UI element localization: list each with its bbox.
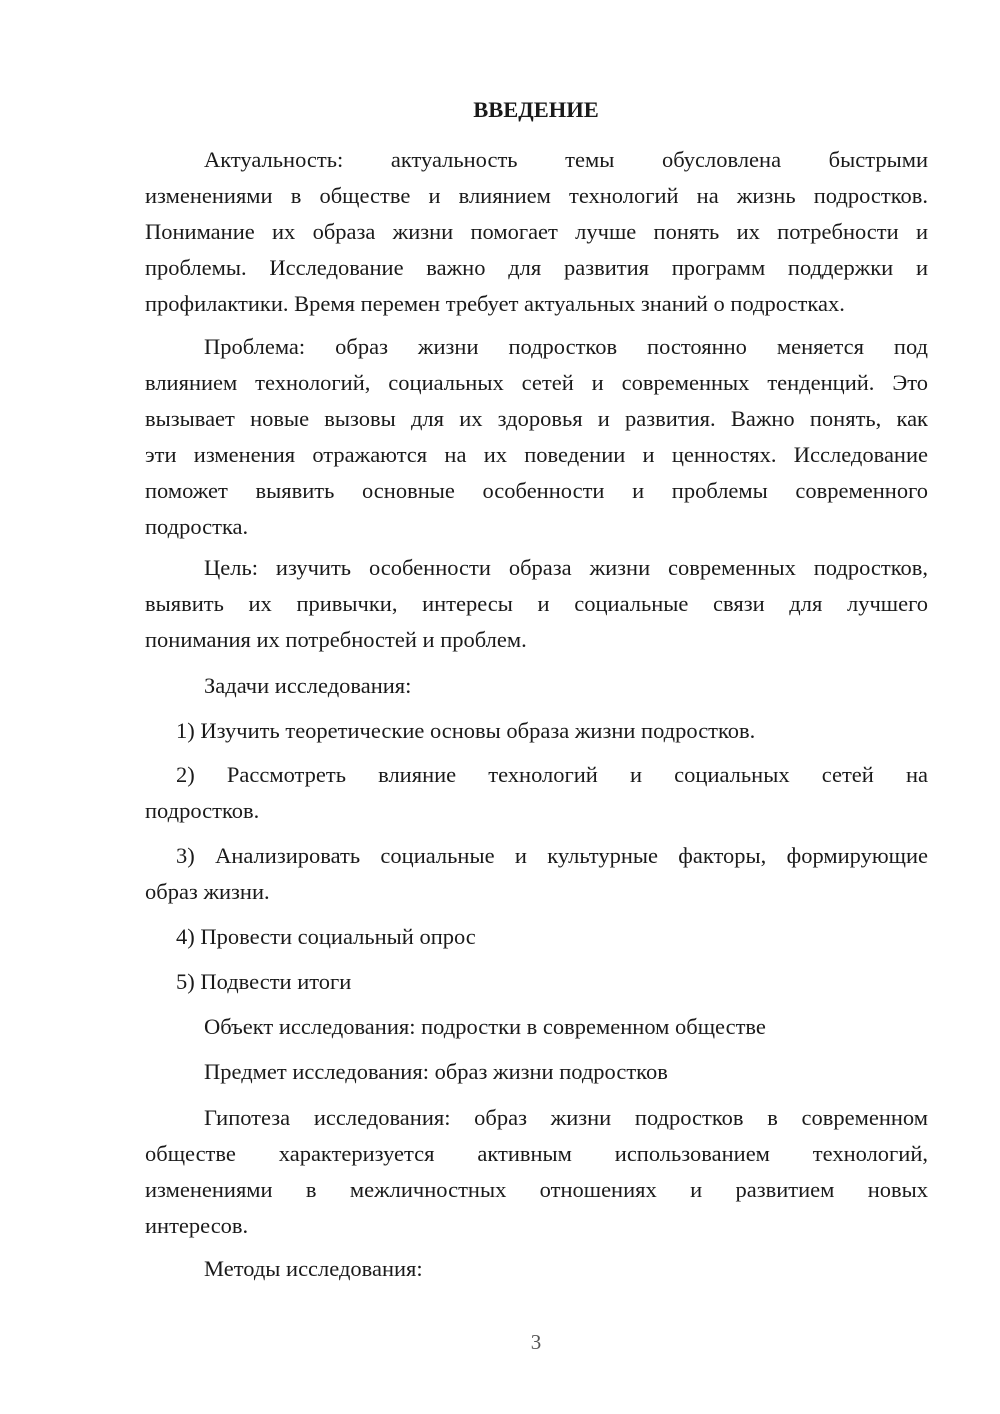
text-line: выявить их привычки, интересы и социальные связи для лучшего xyxy=(145,591,928,616)
text-line: интересов. xyxy=(145,1213,249,1238)
methods-heading: Методы исследования: xyxy=(204,1256,423,1281)
text-line: проблемы. Исследование важно для развития программ поддержки и xyxy=(145,255,928,280)
page-number: 3 xyxy=(530,1330,542,1354)
hypothesis-paragraph xyxy=(145,1100,928,1244)
text-line: подростков. xyxy=(145,798,260,823)
text-line: профилактики. Время перемен требует актуальных знаний о подростках. xyxy=(145,291,845,316)
text-line: 2) Рассмотреть влияние технологий и социальных сетей на xyxy=(176,762,928,787)
text-line: Цель: изучить особенности образа жизни современных подростков, xyxy=(204,555,928,580)
text-line: подростка. xyxy=(145,514,249,539)
task-item-4: 4) Провести социальный опрос xyxy=(176,924,476,949)
research-subject: Предмет исследования: образ жизни подростков xyxy=(204,1059,668,1084)
text-line: поможет выявить основные особенности и проблемы современного xyxy=(145,478,928,503)
text-line: Понимание их образа жизни помогает лучше понять их потребности и xyxy=(145,219,928,244)
relevance-paragraph xyxy=(145,142,928,322)
text-line: Гипотеза исследования: образ жизни подростков в современном xyxy=(204,1105,928,1130)
text-line: образ жизни. xyxy=(145,879,270,904)
research-object: Объект исследования: подростки в современном обществе xyxy=(204,1014,766,1039)
text-line: изменениями в обществе и влиянием технологий на жизнь подростков. xyxy=(145,183,928,208)
task-item-1: 1) Изучить теоретические основы образа жизни подростков. xyxy=(176,718,756,743)
text-line: изменениями в межличностных отношениях и развитием новых xyxy=(145,1177,928,1202)
section-title: ВВЕДЕНИЕ xyxy=(473,97,599,122)
tasks-heading: Задачи исследования: xyxy=(204,673,412,698)
text-line: эти изменения отражаются на их поведении и ценностях. Исследование xyxy=(145,442,928,467)
task-item-3 xyxy=(145,838,928,910)
text-line: Актуальность: актуальность темы обусловлена быстрыми xyxy=(204,147,928,172)
goal-paragraph xyxy=(145,550,928,658)
text-line: влиянием технологий, социальных сетей и современных тенденций. Это xyxy=(145,370,928,395)
text-line: вызывает новые вызовы для их здоровья и развития. Важно понять, как xyxy=(145,406,928,431)
text-line: Проблема: образ жизни подростков постоянно меняется под xyxy=(204,334,928,359)
problem-paragraph xyxy=(145,329,928,545)
task-item-5: 5) Подвести итоги xyxy=(176,969,352,994)
text-line: обществе характеризуется активным использованием технологий, xyxy=(145,1141,928,1166)
text-line: 3) Анализировать социальные и культурные факторы, формирующие xyxy=(176,843,928,868)
text-line: понимания их потребностей и проблем. xyxy=(145,627,527,652)
task-item-2 xyxy=(145,757,928,829)
